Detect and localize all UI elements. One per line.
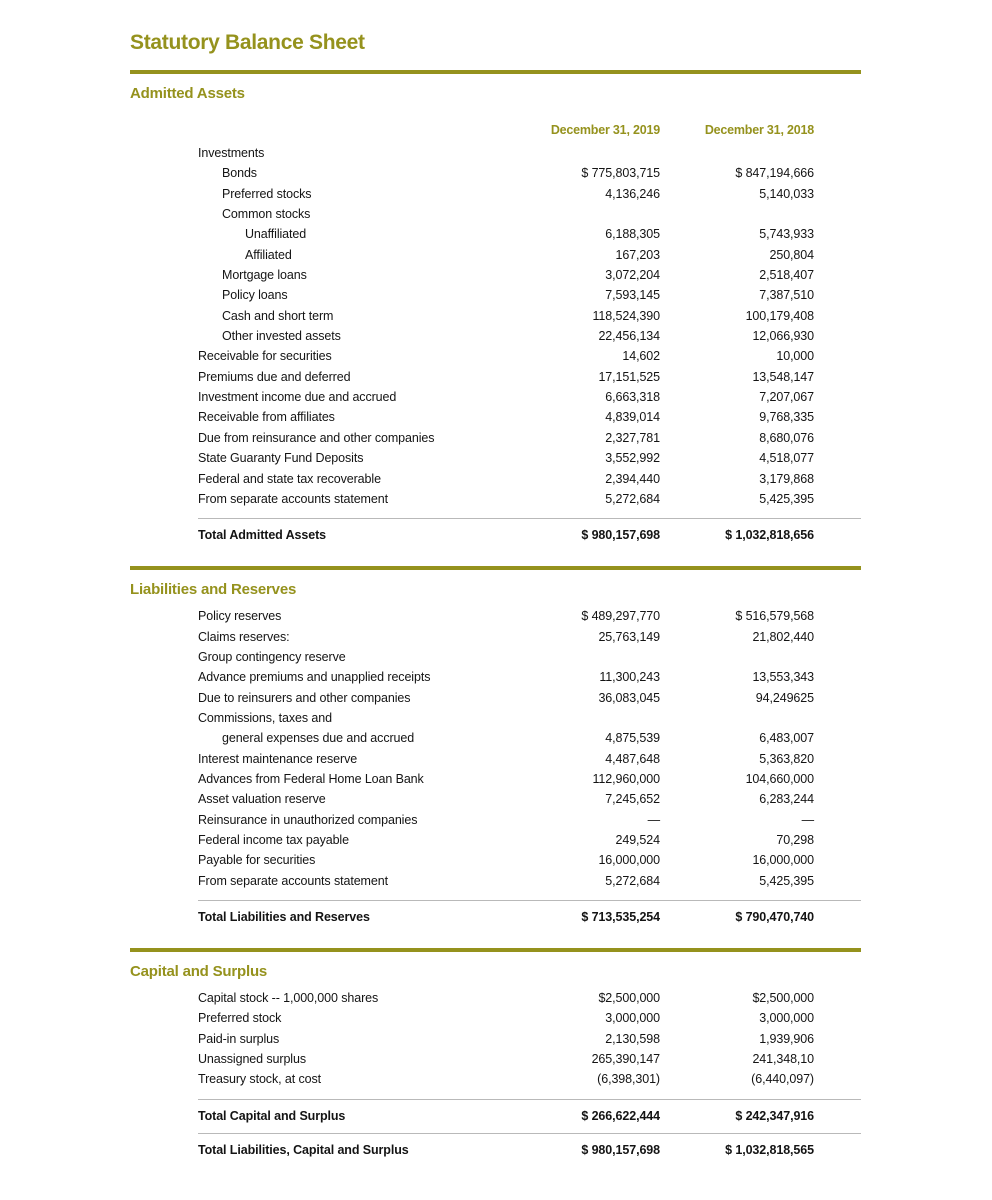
total-row bbox=[198, 1099, 861, 1133]
row-trailing-spacer bbox=[814, 428, 861, 448]
column-header-2018: December 31, 2018 bbox=[704, 123, 814, 137]
row-label: general expenses due and accrued bbox=[222, 731, 415, 746]
table-row bbox=[198, 749, 861, 769]
row-value-2019 bbox=[510, 143, 660, 163]
balance-sheet-document bbox=[130, 0, 861, 1167]
section-body bbox=[198, 123, 861, 552]
row-value-2018: 6,283,244 bbox=[759, 792, 814, 807]
row-label: Receivable for securities bbox=[198, 349, 332, 364]
row-label: Preferred stocks bbox=[222, 186, 312, 201]
row-label: Paid-in surplus bbox=[198, 1031, 280, 1046]
row-trailing-spacer bbox=[814, 346, 861, 366]
row-label: Preferred stock bbox=[198, 1011, 282, 1026]
row-trailing-spacer bbox=[814, 1069, 861, 1089]
row-label: From separate accounts statement bbox=[198, 491, 388, 506]
row-value-2018: 5,140,033 bbox=[759, 186, 814, 201]
row-value-2019: 5,272,684 bbox=[605, 491, 660, 506]
row-value-2018: 16,000,000 bbox=[752, 853, 814, 868]
row-value-2019: 118,524,390 bbox=[592, 308, 660, 323]
sections-host bbox=[130, 70, 861, 1167]
row-label: Asset valuation reserve bbox=[198, 792, 326, 807]
row-value-2019: — bbox=[647, 812, 660, 827]
section-heading: Admitted Assets bbox=[130, 85, 245, 102]
row-value-2018: 100,179,408 bbox=[745, 308, 814, 323]
row-value-2018: 241,348,10 bbox=[752, 1052, 814, 1067]
row-value-2018: 70,298 bbox=[776, 832, 814, 847]
row-label: Interest maintenance reserve bbox=[198, 751, 358, 766]
table-row bbox=[198, 143, 861, 163]
section-body bbox=[198, 606, 861, 934]
row-value-2019 bbox=[510, 708, 660, 728]
row-value-2018: 7,387,510 bbox=[759, 288, 814, 303]
row-trailing-spacer bbox=[814, 606, 861, 626]
table-row bbox=[198, 204, 861, 224]
row-value-2018 bbox=[660, 204, 814, 224]
row-value-2018: 250,804 bbox=[769, 247, 814, 262]
table-row bbox=[198, 606, 861, 626]
row-value-2019: 4,839,014 bbox=[605, 410, 660, 425]
section-body bbox=[198, 988, 861, 1167]
row-value-2019: 2,327,781 bbox=[605, 430, 660, 445]
row-trailing-spacer bbox=[814, 265, 861, 285]
row-value-2018: 1,939,906 bbox=[759, 1031, 814, 1046]
row-value-2018: 10,000 bbox=[776, 349, 814, 364]
row-label: Investments bbox=[198, 146, 265, 160]
row-trailing-spacer bbox=[814, 728, 861, 748]
row-value-2019: 25,763,149 bbox=[598, 629, 660, 644]
row-label: Cash and short term bbox=[222, 308, 334, 323]
table-row bbox=[198, 708, 861, 728]
row-value-2019: 6,188,305 bbox=[605, 227, 660, 242]
row-label: From separate accounts statement bbox=[198, 873, 388, 888]
total-row bbox=[198, 518, 861, 552]
row-value-2019: 6,663,318 bbox=[605, 390, 660, 405]
section-liabilities-and-reserves bbox=[130, 566, 861, 934]
row-value-2019: 3,072,204 bbox=[605, 268, 660, 283]
row-value-2018: 8,680,076 bbox=[759, 430, 814, 445]
row-value-2018: 3,000,000 bbox=[759, 1011, 814, 1026]
table-row bbox=[198, 850, 861, 870]
section-heading: Liabilities and Reserves bbox=[130, 581, 297, 599]
section-capital-and-surplus bbox=[130, 948, 861, 1167]
row-value-2019: (6,398,301) bbox=[597, 1072, 660, 1087]
table-row bbox=[198, 245, 861, 265]
table-row bbox=[198, 428, 861, 448]
total-label: Total Liabilities, Capital and Surplus bbox=[198, 1142, 409, 1157]
row-trailing-spacer bbox=[814, 224, 861, 244]
row-trailing-spacer bbox=[814, 810, 861, 830]
row-label: Federal and state tax recoverable bbox=[198, 471, 381, 486]
section-rows bbox=[198, 988, 861, 1090]
total-value-2018: $ 790,470,740 bbox=[735, 910, 814, 924]
row-label: Receivable from affiliates bbox=[198, 410, 335, 425]
row-trailing-spacer bbox=[814, 204, 861, 224]
table-row bbox=[198, 830, 861, 850]
total-value-2019: $ 713,535,254 bbox=[581, 910, 660, 924]
row-trailing-spacer bbox=[814, 1008, 861, 1028]
row-value-2019: 112,960,000 bbox=[592, 771, 660, 786]
row-value-2019: $ 489,297,770 bbox=[581, 609, 660, 624]
row-label: Other invested assets bbox=[222, 329, 341, 344]
row-trailing-spacer bbox=[814, 830, 861, 850]
row-value-2019: 36,083,045 bbox=[598, 690, 660, 705]
row-trailing-spacer bbox=[814, 143, 861, 163]
row-label: Federal income tax payable bbox=[198, 832, 349, 847]
row-label: Claims reserves: bbox=[198, 629, 290, 644]
table-row bbox=[198, 667, 861, 687]
row-value-2018: (6,440,097) bbox=[751, 1072, 814, 1087]
row-trailing-spacer bbox=[814, 469, 861, 489]
row-value-2019: 249,524 bbox=[615, 832, 660, 847]
row-value-2019 bbox=[510, 647, 660, 667]
total-value-2019: $ 266,622,444 bbox=[581, 1108, 660, 1123]
section-divider-rule bbox=[130, 70, 861, 74]
row-value-2018 bbox=[660, 647, 814, 667]
table-row bbox=[198, 988, 861, 1008]
row-value-2019: 3,000,000 bbox=[605, 1011, 660, 1026]
row-value-2018: $2,500,000 bbox=[752, 991, 814, 1005]
row-value-2018: 12,066,930 bbox=[752, 329, 814, 344]
total-label: Total Capital and Surplus bbox=[198, 1108, 346, 1123]
row-value-2018: 5,363,820 bbox=[759, 751, 814, 766]
total-value-2018: $ 1,032,818,656 bbox=[725, 528, 814, 543]
table-row bbox=[198, 387, 861, 407]
row-trailing-spacer bbox=[814, 489, 861, 509]
table-row bbox=[198, 1008, 861, 1028]
row-label: Advance premiums and unapplied receipts bbox=[198, 670, 431, 685]
section-table bbox=[198, 988, 861, 1167]
row-value-2019: 17,151,525 bbox=[598, 369, 660, 384]
table-row bbox=[198, 367, 861, 387]
total-row bbox=[198, 1133, 861, 1167]
column-header-trailing-spacer bbox=[814, 123, 861, 138]
row-trailing-spacer bbox=[814, 245, 861, 265]
table-row bbox=[198, 1029, 861, 1049]
row-value-2018: 4,518,077 bbox=[759, 451, 814, 466]
row-value-2019 bbox=[510, 204, 660, 224]
row-value-2018: 6,483,007 bbox=[759, 731, 814, 746]
row-value-2018: 13,548,147 bbox=[752, 369, 814, 384]
table-row bbox=[198, 871, 861, 891]
section-admitted-assets bbox=[130, 70, 861, 552]
row-value-2019: 7,245,652 bbox=[605, 792, 660, 807]
table-row bbox=[198, 647, 861, 667]
row-trailing-spacer bbox=[814, 367, 861, 387]
section-rows bbox=[198, 606, 861, 891]
total-trailing-spacer bbox=[814, 909, 861, 925]
row-label: Unassigned surplus bbox=[198, 1052, 306, 1067]
row-label: Advances from Federal Home Loan Bank bbox=[198, 771, 424, 786]
row-trailing-spacer bbox=[814, 988, 861, 1008]
row-trailing-spacer bbox=[814, 285, 861, 305]
table-row bbox=[198, 728, 861, 748]
row-label: Policy reserves bbox=[198, 609, 282, 624]
row-label: Commissions, taxes and bbox=[198, 710, 332, 725]
row-label: Due to reinsurers and other companies bbox=[198, 690, 411, 705]
row-label: Premiums due and deferred bbox=[198, 369, 351, 384]
section-heading: Capital and Surplus bbox=[130, 963, 268, 980]
row-trailing-spacer bbox=[814, 448, 861, 468]
row-label: Affiliated bbox=[245, 247, 292, 262]
row-value-2018: $ 516,579,568 bbox=[735, 609, 814, 624]
row-value-2019: 22,456,134 bbox=[598, 329, 660, 344]
row-value-2018: 21,802,440 bbox=[752, 629, 814, 644]
row-trailing-spacer bbox=[814, 387, 861, 407]
total-trailing-spacer bbox=[814, 1142, 861, 1158]
row-value-2018: $ 847,194,666 bbox=[735, 166, 814, 181]
table-row bbox=[198, 224, 861, 244]
row-trailing-spacer bbox=[814, 1029, 861, 1049]
total-row bbox=[198, 900, 861, 934]
row-value-2018: 104,660,000 bbox=[745, 771, 814, 786]
column-header-spacer bbox=[198, 123, 510, 138]
row-value-2019: 265,390,147 bbox=[591, 1052, 660, 1067]
section-table bbox=[198, 123, 861, 552]
table-row bbox=[198, 448, 861, 468]
row-value-2018 bbox=[660, 708, 814, 728]
row-value-2019: 5,272,684 bbox=[605, 873, 660, 888]
row-label: Policy loans bbox=[222, 288, 288, 303]
row-label: State Guaranty Fund Deposits bbox=[198, 451, 364, 466]
row-label: Group contingency reserve bbox=[198, 649, 346, 664]
row-value-2019: 4,487,648 bbox=[605, 751, 660, 766]
row-value-2018: 13,553,343 bbox=[752, 670, 814, 685]
row-trailing-spacer bbox=[814, 184, 861, 204]
column-header-2019: December 31, 2019 bbox=[550, 123, 660, 137]
row-label: Due from reinsurance and other companies bbox=[198, 430, 435, 445]
table-row bbox=[198, 1049, 861, 1069]
row-trailing-spacer bbox=[814, 769, 861, 789]
row-label: Investment income due and accrued bbox=[198, 390, 397, 405]
row-trailing-spacer bbox=[814, 850, 861, 870]
section-divider-rule bbox=[130, 566, 861, 570]
row-value-2019: 4,136,246 bbox=[605, 186, 660, 201]
row-value-2018: — bbox=[801, 812, 814, 827]
section-table bbox=[198, 606, 861, 934]
row-value-2018 bbox=[660, 143, 814, 163]
table-row bbox=[198, 346, 861, 366]
row-value-2019: 11,300,243 bbox=[599, 670, 660, 685]
row-label: Mortgage loans bbox=[222, 268, 307, 283]
total-value-2018: $ 242,347,916 bbox=[735, 1108, 814, 1123]
total-value-2018: $ 1,032,818,565 bbox=[725, 1142, 814, 1157]
table-row bbox=[198, 306, 861, 326]
row-label: Capital stock -- 1,000,000 shares bbox=[198, 991, 379, 1005]
page-title: Statutory Balance Sheet bbox=[130, 31, 365, 54]
section-divider-rule bbox=[130, 948, 861, 952]
table-row bbox=[198, 627, 861, 647]
total-trailing-spacer bbox=[814, 1108, 861, 1124]
table-row bbox=[198, 789, 861, 809]
row-value-2018: 5,425,395 bbox=[759, 491, 814, 506]
row-trailing-spacer bbox=[814, 647, 861, 667]
row-label: Payable for securities bbox=[198, 853, 316, 868]
row-value-2019: 14,602 bbox=[622, 349, 660, 364]
table-row bbox=[198, 326, 861, 346]
table-row bbox=[198, 265, 861, 285]
row-value-2019: $2,500,000 bbox=[598, 991, 660, 1005]
row-label: Reinsurance in unauthorized companies bbox=[198, 812, 418, 827]
row-trailing-spacer bbox=[814, 407, 861, 427]
table-row bbox=[198, 1069, 861, 1089]
table-row bbox=[198, 769, 861, 789]
total-value-2019: $ 980,157,698 bbox=[581, 1142, 660, 1157]
row-value-2019: 4,875,539 bbox=[605, 731, 660, 746]
row-value-2019: 2,394,440 bbox=[605, 471, 660, 486]
table-row bbox=[198, 285, 861, 305]
column-headers bbox=[198, 123, 861, 138]
row-trailing-spacer bbox=[814, 163, 861, 183]
total-trailing-spacer bbox=[814, 527, 861, 543]
section-rows bbox=[198, 143, 861, 509]
table-row bbox=[198, 810, 861, 830]
row-trailing-spacer bbox=[814, 789, 861, 809]
row-label: Bonds bbox=[222, 166, 257, 181]
row-value-2019: 2,130,598 bbox=[605, 1031, 660, 1046]
table-row bbox=[198, 407, 861, 427]
total-value-2019: $ 980,157,698 bbox=[581, 528, 660, 543]
row-value-2018: 3,179,868 bbox=[759, 471, 814, 486]
table-row bbox=[198, 688, 861, 708]
row-label: Common stocks bbox=[222, 207, 311, 222]
total-label: Total Admitted Assets bbox=[198, 528, 327, 543]
row-trailing-spacer bbox=[814, 1049, 861, 1069]
row-trailing-spacer bbox=[814, 326, 861, 346]
table-row bbox=[198, 163, 861, 183]
row-value-2019: $ 775,803,715 bbox=[581, 166, 660, 181]
table-row bbox=[198, 184, 861, 204]
table-row bbox=[198, 489, 861, 509]
row-value-2018: 5,743,933 bbox=[759, 227, 814, 242]
row-trailing-spacer bbox=[814, 306, 861, 326]
row-value-2019: 167,203 bbox=[615, 247, 660, 262]
row-trailing-spacer bbox=[814, 749, 861, 769]
row-trailing-spacer bbox=[814, 667, 861, 687]
row-value-2018: 2,518,407 bbox=[759, 268, 814, 283]
row-value-2018: 9,768,335 bbox=[759, 410, 814, 425]
table-row bbox=[198, 469, 861, 489]
row-trailing-spacer bbox=[814, 627, 861, 647]
total-label: Total Liabilities and Reserves bbox=[198, 910, 370, 924]
row-value-2019: 3,552,992 bbox=[605, 451, 660, 466]
row-trailing-spacer bbox=[814, 688, 861, 708]
row-value-2018: 7,207,067 bbox=[759, 390, 814, 405]
row-value-2018: 5,425,395 bbox=[759, 873, 814, 888]
row-value-2019: 7,593,145 bbox=[605, 288, 660, 303]
row-trailing-spacer bbox=[814, 871, 861, 891]
row-trailing-spacer bbox=[814, 708, 861, 728]
row-label: Unaffiliated bbox=[245, 227, 307, 242]
row-label: Treasury stock, at cost bbox=[198, 1072, 321, 1087]
row-value-2019: 16,000,000 bbox=[598, 853, 660, 868]
row-value-2018: 94,249625 bbox=[755, 690, 814, 705]
